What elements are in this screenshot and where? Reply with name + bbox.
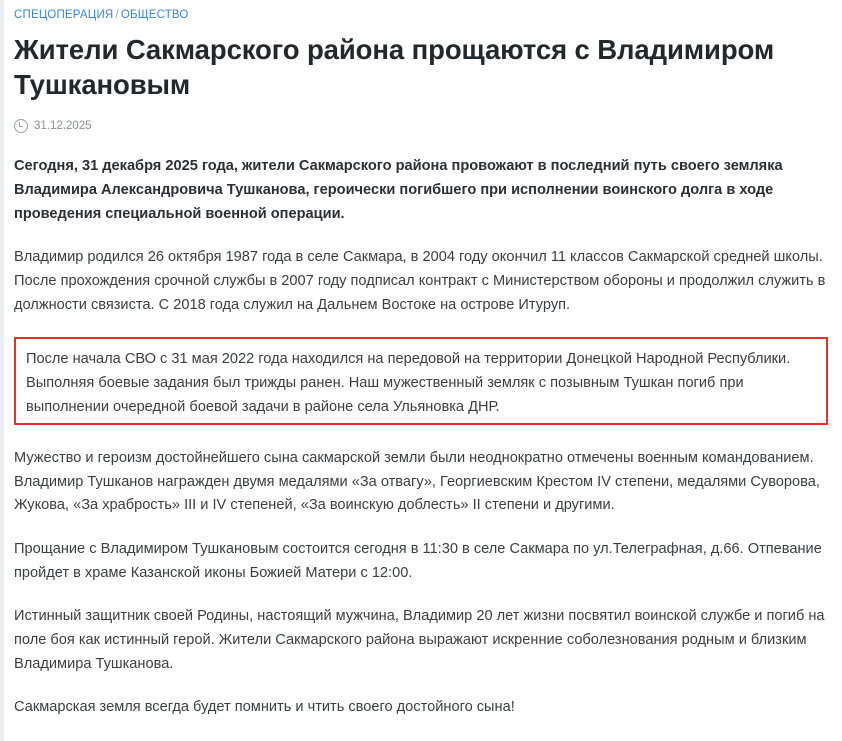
- page-title: Жители Сакмарского района прощаются с Владимиром Тушкановым: [14, 34, 775, 101]
- article-paragraph-4: Мужество и героизм достойнейшего сына сакмарской земли были неоднократно отмечены военным командованием. Владимир Тушканов награжден двумя медалями «За отвагу», Георгиевским Крестом IV степени, медалями Суворова, Жукова, «За храбрость» III и IV степеней, «За воинскую доблесть» II степени и другими.: [14, 450, 820, 514]
- clock-icon: [14, 119, 28, 133]
- publish-date: 31.12.2025: [34, 120, 92, 133]
- article-paragraph-6: Истинный защитник своей Родины, настоящий мужчина, Владимир 20 лет жизни посвятил воинской службе и погиб на поле боя как истинный герой. Жители Сакмарского района выражают искренние соболезнования родным и близким Владимира Тушканова.: [14, 608, 825, 672]
- article-paragraph-2: Владимир родился 26 октября 1987 года в селе Сакмара, в 2004 году окончил 11 классов Сакмарской средней школы. После прохождения срочной службы в 2007 году подписал контракт с Министерством обороны и продолжил служить в должности связиста. С 2018 года служил на Дальнем Востоке на острове Итуруп.: [14, 249, 826, 313]
- breadcrumb: [14, 0, 828, 21]
- left-edge-rule: [0, 0, 4, 741]
- article-body: [14, 155, 828, 720]
- article-meta: [14, 119, 828, 133]
- article-paragraph-5: Прощание с Владимиром Тушкановым состоится сегодня в 11:30 в селе Сакмара по ул.Телеграфная, д.66. Отпевание пройдет в храме Казанской иконы Божией Матери с 12:00.: [14, 541, 822, 581]
- breadcrumb-separator: /: [115, 9, 119, 21]
- breadcrumb-item-special-operation[interactable]: СПЕЦОПЕРАЦИЯ: [14, 9, 114, 21]
- highlighted-excerpt-text: После начала СВО с 31 мая 2022 года находился на передовой на территории Донецкой Народной Республики. Выполняя боевые задания был трижды ранен. Наш мужественный земляк с позывным Тушкан погиб при выполнении очередной боевой задачи в районе села Ульяновка ДНР.: [26, 351, 791, 415]
- breadcrumb-item-society[interactable]: ОБЩЕСТВО: [120, 9, 189, 21]
- highlighted-excerpt: [14, 337, 828, 425]
- article-lead-paragraph: Сегодня, 31 декабря 2025 года, жители Сакмарского района провожают в последний путь своего земляка Владимира Александровича Тушканова, героически погибшего при исполнении воинского долга в ходе проведения специальной военной операции.: [14, 158, 783, 222]
- article-paragraph-7: Сакмарская земля всегда будет помнить и чтить своего достойного сына!: [14, 699, 515, 716]
